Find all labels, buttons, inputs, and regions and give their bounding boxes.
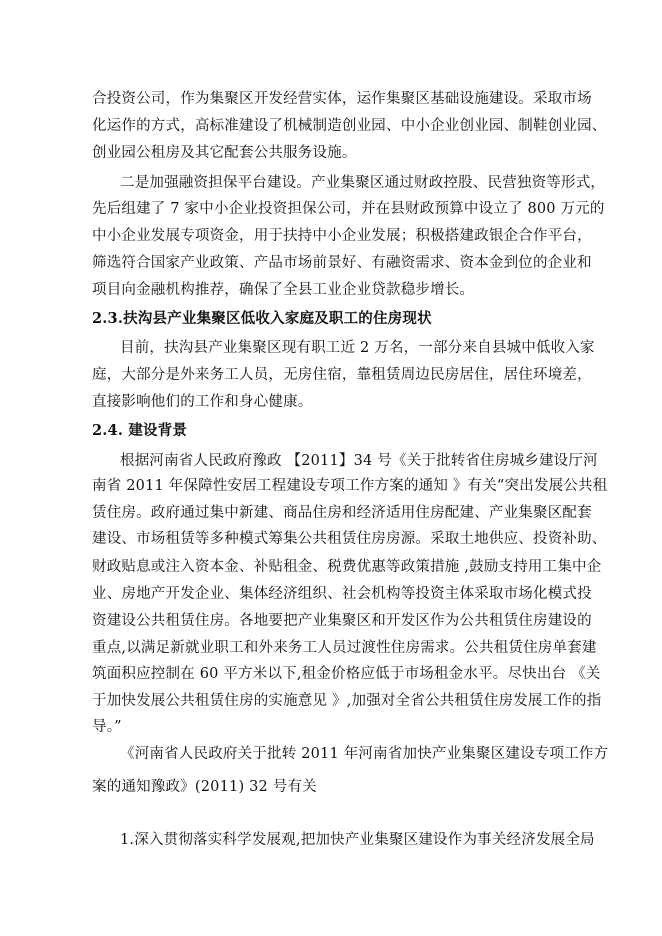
paragraph-line: 资建设公共租赁住房。各地要把产业集聚区和开发区作为公共租赁住房建设的 — [92, 613, 592, 629]
section-heading-2-3: 2.3.扶沟县产业集聚区低收入家庭及职工的住房现状 — [92, 310, 432, 327]
paragraph-line: 赁住房。政府通过集中新建、商品住房和经济适用住房配建、产业集聚区配套 — [92, 505, 592, 521]
paragraph-line: 筑面积应控制在 60 平方米以下,租金价格应低于市场租金水平。尽快出台 《关 — [92, 666, 601, 682]
paragraph-line: 南省 2011 年保障性安居工程建设专项工作方案的通知 》有关“突出发展公共租 — [92, 478, 608, 494]
paragraph-line: 先后组建了 7 家中小企业投资担保公司，并在县财政预算中设立了 800 万元的 — [92, 201, 605, 217]
paragraph-line: 业、房地产开发企业、集体经济组织、社会机构等投资主体采取市场化模式投 — [92, 586, 592, 602]
paragraph-line: 案的通知豫政》(2011) 32 号有关 — [92, 779, 317, 795]
paragraph-line: 《河南省人民政府关于批转 2011 年河南省加快产业集聚区建设专项工作方 — [120, 746, 609, 762]
section-heading-2-4: 2.4. 建设背景 — [92, 422, 188, 439]
paragraph-line: 直接影响他们的工作和身心健康。 — [92, 394, 313, 410]
paragraph-line: 项目向金融机构推荐，确保了全县工业企业贷款稳步增长。 — [92, 282, 475, 298]
paragraph-line: 中小企业发展专项资金，用于扶持中小企业发展；积极搭建政银企合作平台， — [92, 228, 592, 244]
list-item-1: 1.深入贯彻落实科学发展观,把加快产业集聚区建设作为事关经济发展全局 — [120, 832, 595, 848]
paragraph-line: 重点,以满足新就业职工和外来务工人员过渡性住房需求。公共租赁住房单套建 — [92, 640, 597, 656]
paragraph-line: 筛选符合国家产业政策、产品市场前景好、有融资需求、资本金到位的企业和 — [92, 255, 592, 271]
paragraph-line: 合投资公司，作为集聚区开发经营实体，运作集聚区基础设施建设。采取市场 — [92, 91, 592, 107]
paragraph-line: 二是加强融资担保平台建设。产业集聚区通过财政控股、民营独资等形式， — [120, 175, 606, 191]
paragraph-line: 庭，大部分是外来务工人员，无房住宿，靠租赁周边民房居住，居住环境差， — [92, 367, 592, 383]
paragraph-line: 于加快发展公共租赁住房的实施意见 》,加强对全省公共租赁住房发展工作的指 — [92, 693, 602, 709]
paragraph-line: 财政贴息或注入资本金、补贴租金、税费优惠等政策措施 ,鼓励支持用工集中企 — [92, 559, 602, 575]
paragraph-line: 目前，扶沟县产业集聚区现有职工近 2 万名，一部分来自县城中低收入家 — [120, 340, 595, 356]
paragraph-line: 创业园公租房及其它配套公共服务设施。 — [92, 145, 357, 161]
paragraph-line: 根据河南省人民政府豫政 【2011】34 号《关于批转省住房城乡建设厅河 — [120, 453, 598, 469]
paragraph-line: 化运作的方式，高标准建设了机械制造创业园、中小企业创业园、制鞋创业园、 — [92, 118, 607, 134]
paragraph-line: 导。” — [92, 719, 122, 735]
paragraph-line: 建设、市场租赁等多种模式筹集公共租赁住房房源。采取土地供应、投资补助、 — [92, 531, 607, 547]
